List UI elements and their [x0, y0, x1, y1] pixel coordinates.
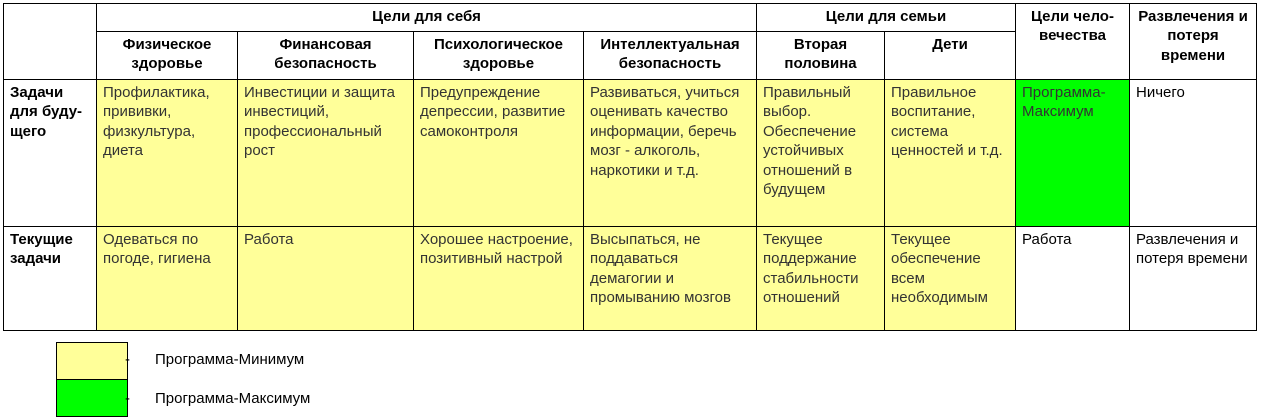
header-intellectual: Интеллектуальная безопасность [584, 32, 757, 80]
legend-item-minimum [125, 351, 304, 368]
header-humanity: Цели чело-вечества [1016, 4, 1130, 80]
header-spouse: Вторая половина [757, 32, 885, 80]
legend-swatch-maximum [56, 379, 128, 417]
row-label-current: Текущие задачи [4, 227, 97, 331]
header-psychological: Психологическое здоровье [414, 32, 584, 80]
cell-current-humanity: Работа [1016, 227, 1130, 331]
cell-current-spouse: Текущее поддержание стабильности отношений [757, 227, 885, 331]
goals-table [3, 3, 1257, 331]
legend-item-maximum [125, 390, 310, 407]
cell-future-children: Правильное воспитание, система ценностей и т.д. [885, 80, 1016, 227]
table-row-future [4, 80, 1257, 227]
legend-label-maximum: Программа-Максимум [155, 390, 311, 407]
legend-dash: - [125, 390, 130, 407]
cell-current-psychological: Хорошее настроение, позитивный настрой [414, 227, 584, 331]
cell-future-intellectual: Развиваться, учиться оценивать качество информации, беречь мозг - алкоголь, наркотики и т.д. [584, 80, 757, 227]
header-entertainment: Развлечения и потеря времени [1130, 4, 1257, 80]
header-financial: Финансовая безопасность [238, 32, 414, 80]
corner-cell [4, 4, 97, 80]
header-group-self: Цели для себя [97, 4, 757, 32]
cell-current-children: Текущее обеспечение всем необходимым [885, 227, 1016, 331]
cell-future-entertainment: Ничего [1130, 80, 1257, 227]
row-label-future: Задачи для буду-щего [4, 80, 97, 227]
legend-dash: - [125, 351, 130, 368]
cell-future-spouse: Правильный выбор. Обеспечение устойчивых отношений в будущем [757, 80, 885, 227]
cell-current-entertainment: Развлечения и потеря времени [1130, 227, 1257, 331]
cell-future-physical: Профилактика, прививки, физкультура, диета [97, 80, 238, 227]
cell-future-financial: Инвестиции и защита инвестиций, профессиональный рост [238, 80, 414, 227]
table-row-current [4, 227, 1257, 331]
cell-current-intellectual: Высыпаться, не поддаваться демагогии и промыванию мозгов [584, 227, 757, 331]
cell-current-financial: Работа [238, 227, 414, 331]
legend-label-minimum: Программа-Минимум [155, 351, 305, 368]
cell-future-humanity: Программа-Максимум [1016, 80, 1130, 227]
cell-future-psychological: Предупреждение депрессии, развитие самоконтроля [414, 80, 584, 227]
header-group-family: Цели для семьи [757, 4, 1016, 32]
header-physical: Физическое здоровье [97, 32, 238, 80]
cell-current-physical: Одеваться по погоде, гигиена [97, 227, 238, 331]
header-children: Дети [885, 32, 1016, 80]
legend-swatch-minimum [56, 342, 128, 380]
